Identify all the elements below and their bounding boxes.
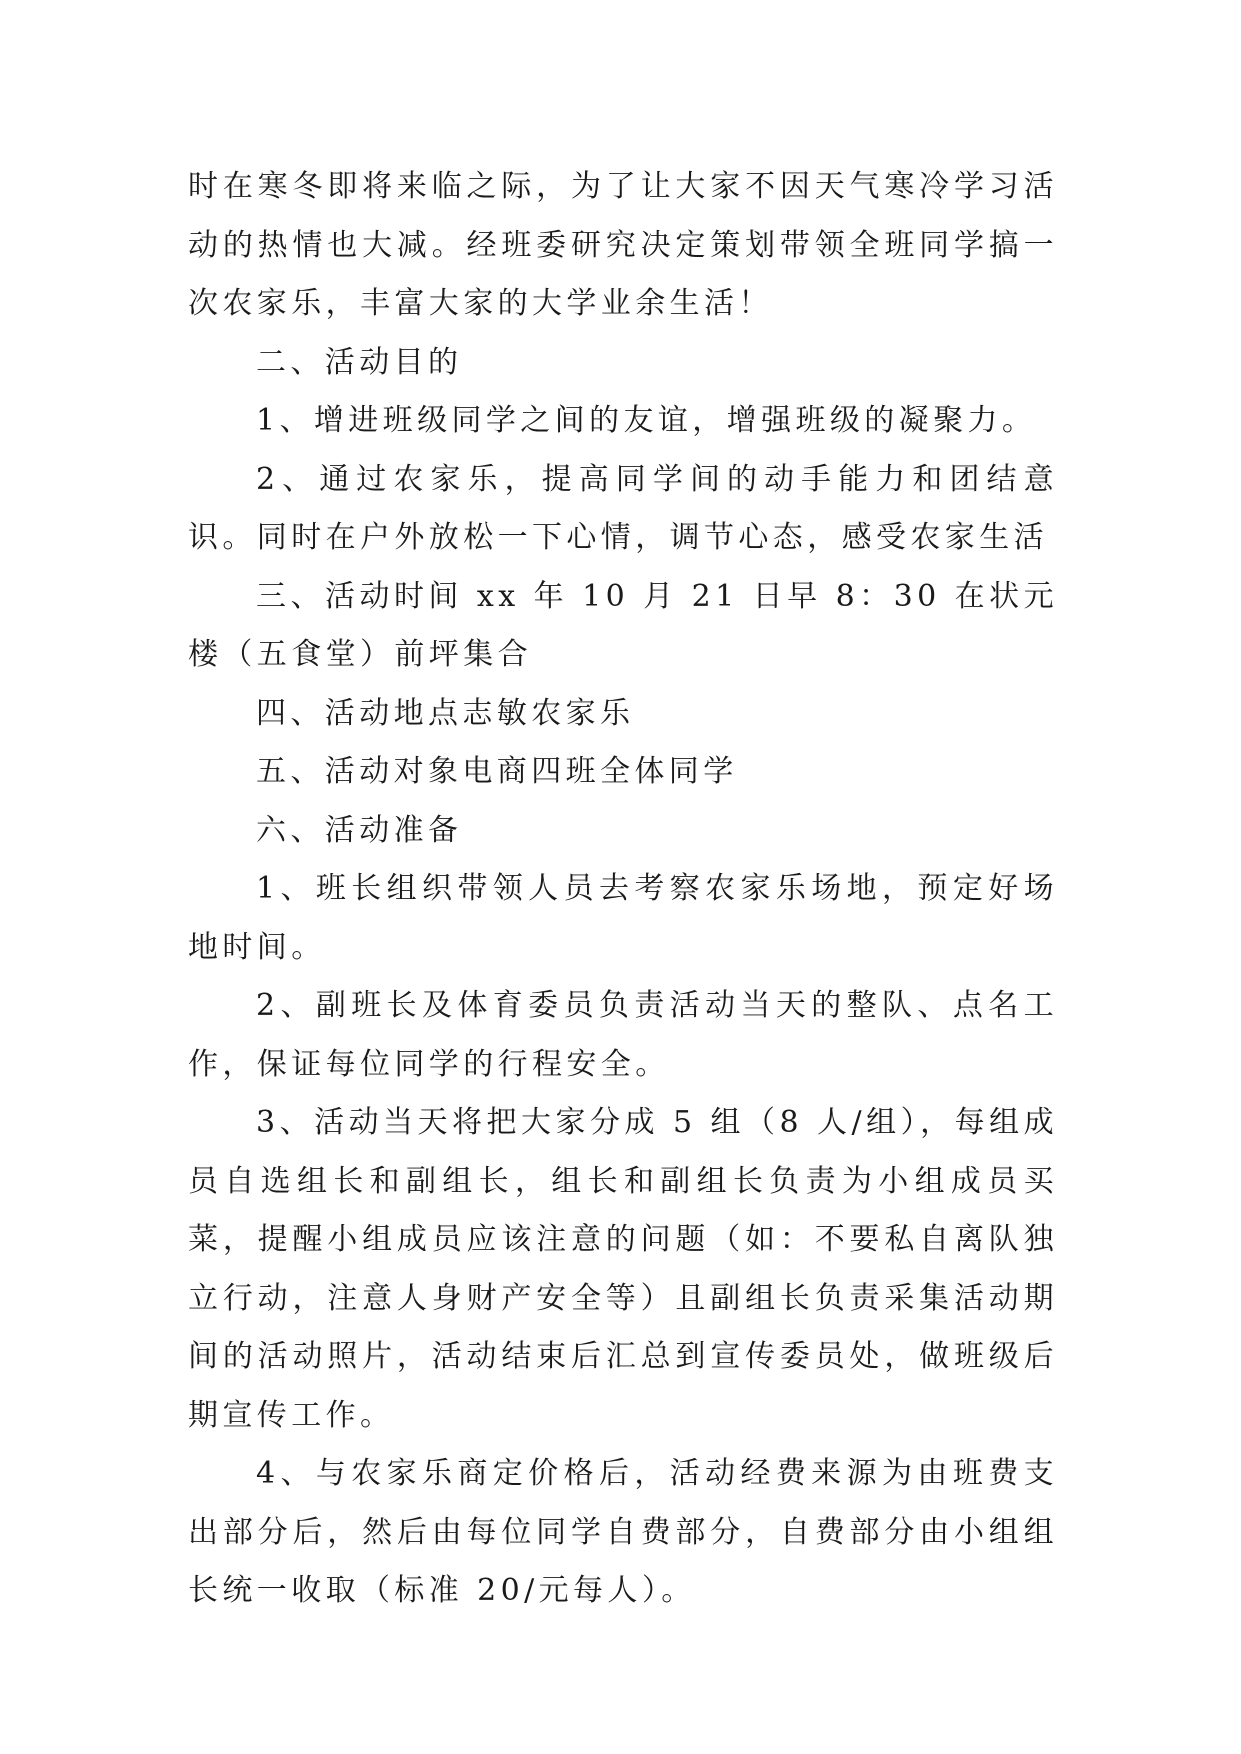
body-paragraph: 3、活动当天将把大家分成 5 组（8 人/组），每组成员自选组长和副组长，组长和副组长负责为小组成员买菜，提醒小组成员应该注意的问题（如：不要私自离队独立行动，注意人身财产安全等）且副组长负责采集活动期间的活动照片，活动结束后汇总到宣传委员处，做班级后期宣传工作。 xyxy=(188,1105,1058,1433)
section-heading-activity-preparation: 六、活动准备 xyxy=(256,812,463,848)
document-body xyxy=(188,158,1058,1621)
body-paragraph: 2、通过农家乐，提高同学间的动手能力和团结意识。同时在户外放松一下心情，调节心态，感受农家生活 xyxy=(188,461,1058,555)
body-paragraph: 4、与农家乐商定价格后，活动经费来源为由班费支出部分后，然后由每位同学自费部分，自费部分由小组组长统一收取（标准 20/元每人）。 xyxy=(188,1456,1058,1608)
section-heading-activity-time: 三、活动时间 xx 年 10 月 21 日早 8：30 在状元楼（五食堂）前坪集合 xyxy=(188,578,1058,672)
body-paragraph: 2、副班长及体育委员负责活动当天的整队、点名工作，保证每位同学的行程安全。 xyxy=(188,988,1058,1082)
section-heading-activity-participants: 五、活动对象电商四班全体同学 xyxy=(256,754,738,789)
body-paragraph: 1、增进班级同学之间的友谊，增强班级的凝聚力。 xyxy=(256,403,1037,438)
section-heading-activity-purpose: 二、活动目的 xyxy=(256,344,463,380)
body-paragraph: 时在寒冬即将来临之际，为了让大家不因天气寒冷学习活动的热情也大减。经班委研究决定策划带领全班同学搞一次农家乐，丰富大家的大学业余生活！ xyxy=(188,169,1058,321)
section-heading-activity-location: 四、活动地点志敏农家乐 xyxy=(256,695,635,731)
body-paragraph: 1、班长组织带领人员去考察农家乐场地，预定好场地时间。 xyxy=(188,871,1058,965)
